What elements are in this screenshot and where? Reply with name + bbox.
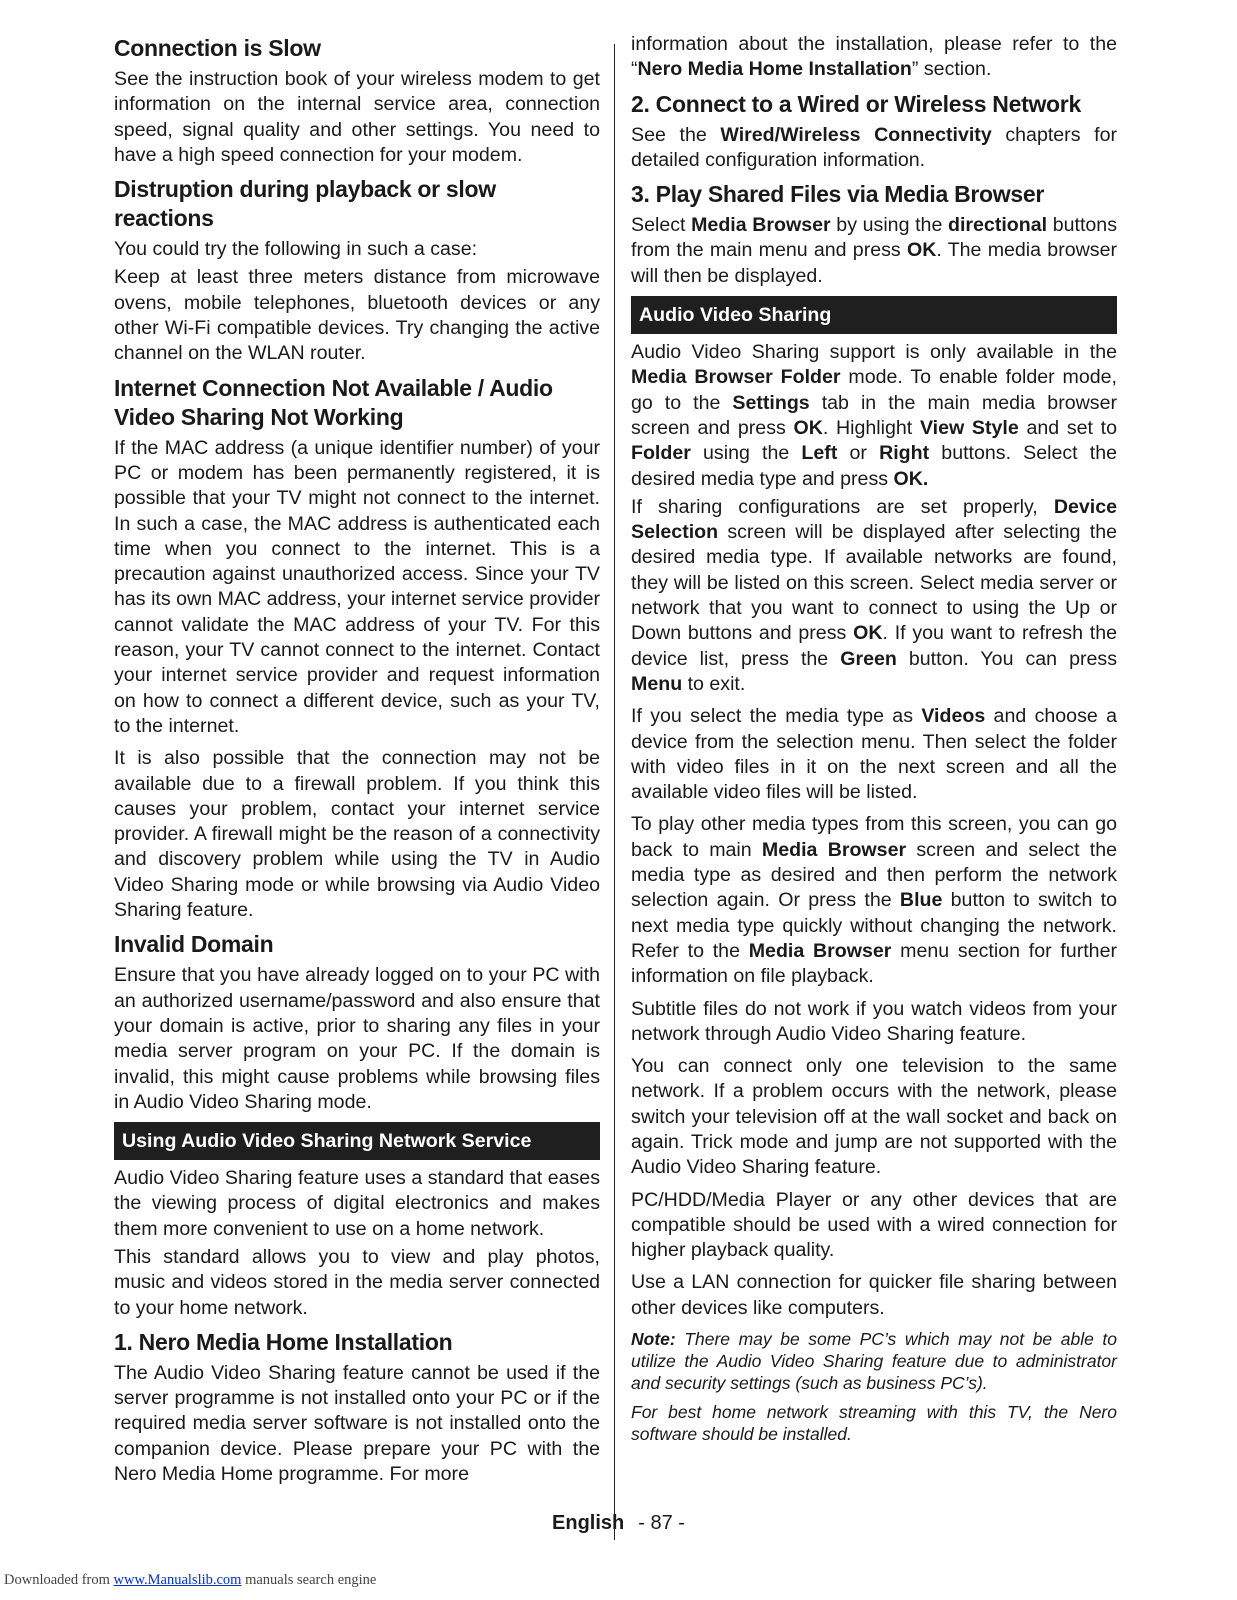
paragraph-nero-install: The Audio Video Sharing feature cannot be used if the server programme is not installed onto your PC or if the required media server software is not installed onto the companion device. Please prepare your PC with the Nero Media Home programme. For more <box>114 1361 600 1486</box>
text: or <box>837 442 880 465</box>
footer-language: English <box>552 1512 625 1534</box>
bold-text: Device Selection <box>631 495 1117 544</box>
text: buttons from the main menu and press <box>631 214 1117 262</box>
bold-text: Media Browser Folder <box>631 366 841 389</box>
paragraph-connect-network <box>631 123 1117 174</box>
paragraph-play-shared <box>631 213 1117 289</box>
text: chapters for detailed configuration information. <box>631 123 1117 171</box>
bold-text: OK <box>906 239 937 262</box>
text: If sharing configurations are set properly, <box>631 495 1054 518</box>
download-prefix: Downloaded from <box>4 1572 114 1588</box>
bold-text: Settings <box>732 391 810 414</box>
paragraph-other-media <box>631 812 1117 989</box>
text: . The media browser will then be displayed. <box>631 239 1117 287</box>
paragraph-mac-address: If the MAC address (a unique identifier number) of your PC or modem has been permanently registered, it is possible that your TV might not connect to the internet. In such a case, the MAC address is authenticated each time when you connect to the internet. This is a precaution against unauthorized access. Since your TV has its own MAC address, your internet service provider cannot validate the MAC address of your TV. For this reason, your TV cannot connect to the internet. Contact your internet service provider and request information on how to connect a different device, such as your TV, to the internet. <box>114 436 600 737</box>
paragraph-subtitle: Subtitle files do not work if you watch videos from your network through Audio Video Sharing feature. <box>631 997 1117 1045</box>
paragraph-install-continued <box>631 32 1117 83</box>
paragraph-wired: PC/HDD/Media Player or any other devices that are compatible should be used with a wired connection for higher playback quality. <box>631 1188 1117 1262</box>
note-label: Note: <box>631 1329 676 1350</box>
bold-text: Nero Media Home Installation <box>637 58 912 81</box>
heading-internet-not-available: Internet Connection Not Available / Audio Video Sharing Not Working <box>114 374 553 430</box>
text: Audio Video Sharing support is only available in the <box>631 341 1117 364</box>
bold-text: OK. <box>893 467 929 490</box>
text: screen and select the media type as desired and then perform the network selection again. Or press the <box>631 838 1117 912</box>
text: . If you want to refresh the device list, press the <box>631 622 1117 670</box>
text: button to switch to next media type quickly without changing the network. Refer to the <box>631 889 1118 962</box>
text: and choose a device from the selection menu. Then select the folder with video files in it on the next screen and all the available video files will be listed. <box>631 705 1117 804</box>
heading-disruption: Distruption during playback or slow reactions <box>114 176 496 232</box>
heading-connection-slow: Connection is Slow <box>114 35 321 61</box>
text: information about the installation, please refer to the “ <box>631 33 1117 81</box>
text: screen will be displayed after selecting the desired media type. If available networks are found, they will be listed on this screen. Select media server or network that you want to connect to using the Up or Down buttons and press <box>631 521 1117 645</box>
heading-play-shared: 3. Play Shared Files via Media Browser <box>631 181 1045 208</box>
paragraph-connection-slow: See the instruction book of your wireless modem to get information on the internal service area, connection speed, signal quality and other settings. You need to have a high speed connection for your modem. <box>114 68 600 166</box>
text: to exit. <box>682 672 746 695</box>
text: There may be some PC’s which may not be able to utilize the Audio Video Sharing feature due to administrator and security settings (such as business PC’s). <box>631 1329 1117 1394</box>
bold-text: Media Browser <box>748 939 892 962</box>
text: using the <box>690 442 802 465</box>
bold-text: Green <box>840 647 897 670</box>
section-bar-avs: Audio Video Sharing <box>631 296 1117 334</box>
bold-text: Blue <box>899 889 943 912</box>
paragraph-disruption-intro: You could try the following in such a case: <box>114 238 478 261</box>
bold-text: OK <box>853 622 883 645</box>
heading-connect-network: 2. Connect to a Wired or Wireless Network <box>631 90 1081 117</box>
text: If you select the media type as <box>631 705 922 728</box>
paragraph-avs-standard: Audio Video Sharing feature uses a standard that eases the viewing process of digital electronics and makes them more convenient to use on a home network. <box>114 1167 600 1240</box>
bold-text: Right <box>879 442 930 465</box>
text: and set to <box>1018 416 1117 439</box>
page-number: - 87 - <box>638 1512 685 1534</box>
download-suffix: manuals search engine <box>241 1572 377 1588</box>
text: button. You can press <box>896 647 1117 670</box>
text: . Highlight <box>822 416 920 439</box>
text: buttons. Select the desired media type and press <box>631 442 1118 490</box>
bold-text: directional <box>947 214 1048 237</box>
paragraph-videos <box>631 704 1117 805</box>
text: by using the <box>830 214 948 237</box>
bold-text: View Style <box>919 416 1019 439</box>
heading-nero-install: 1. Nero Media Home Installation <box>114 1328 453 1355</box>
text: mode. To enable folder mode, go to the <box>631 366 1117 414</box>
right-column <box>631 32 1117 1452</box>
paragraph-one-tv: You can connect only one television to the same network. If a problem occurs with the network, please switch your television off at the wall socket and back on again. Trick mode and jump are not supported with the Audio Video Sharing feature. <box>631 1055 1117 1179</box>
paragraph-lan: Use a LAN connection for quicker file sharing between other devices like computers. <box>631 1271 1117 1319</box>
bold-text: Left <box>801 442 838 465</box>
paragraph-disruption-tips: Keep at least three meters distance from microwave ovens, mobile telephones, bluetooth devices or any other Wi-Fi compatible devices. Try changing the active channel on the WLAN router. <box>114 266 600 365</box>
bold-text: Media Browser <box>691 214 831 237</box>
note-admin-settings <box>631 1328 1117 1394</box>
note-nero-software: For best home network streaming with this TV, the Nero software should be installed. <box>631 1402 1117 1445</box>
left-column <box>114 32 600 1494</box>
column-divider <box>614 44 615 1540</box>
paragraph-invalid-domain: Ensure that you have already logged on to your PC with an authorized username/password and also ensure that your domain is active, prior to sharing any files in your media server program on your PC. If the domain is invalid, this might cause problems while browsing files in Audio Video Sharing mode. <box>114 964 600 1113</box>
text: See the <box>631 123 721 146</box>
bold-text: Folder <box>631 442 691 465</box>
download-banner <box>4 1572 376 1589</box>
bold-text: OK <box>793 416 823 439</box>
paragraph-sharing-config <box>631 495 1117 697</box>
bold-text: Menu <box>631 672 683 695</box>
text: menu section for further information on file playback. <box>631 939 1117 988</box>
page-footer <box>0 1512 1237 1535</box>
text: tab in the main media browser screen and press <box>631 391 1117 439</box>
paragraph-avs-folder-mode <box>631 340 1117 492</box>
paragraph-firewall: It is also possible that the connection may not be available due to a firewall problem. If you think this causes your problem, contact your internet service provider. A firewall might be the reason of a connectivity and discovery problem while using the TV in Audio Video Sharing mode or while browsing via Audio Video Sharing feature. <box>114 747 600 922</box>
paragraph-avs-view-play: This standard allows you to view and play photos, music and videos stored in the media server connected to your home network. <box>114 1245 600 1319</box>
bold-text: Media Browser <box>761 838 907 861</box>
text: ” section. <box>911 58 992 81</box>
manualslib-link[interactable]: www.Manualslib.com <box>113 1572 242 1588</box>
heading-invalid-domain: Invalid Domain <box>114 931 274 958</box>
text: To play other media types from this screen, you can go back to main <box>631 813 1117 861</box>
bold-text: Videos <box>921 705 986 728</box>
bold-text: Wired/Wireless Connectivity <box>720 123 992 146</box>
text: Select <box>631 214 692 237</box>
section-bar-using-avs: Using Audio Video Sharing Network Service <box>114 1122 600 1160</box>
